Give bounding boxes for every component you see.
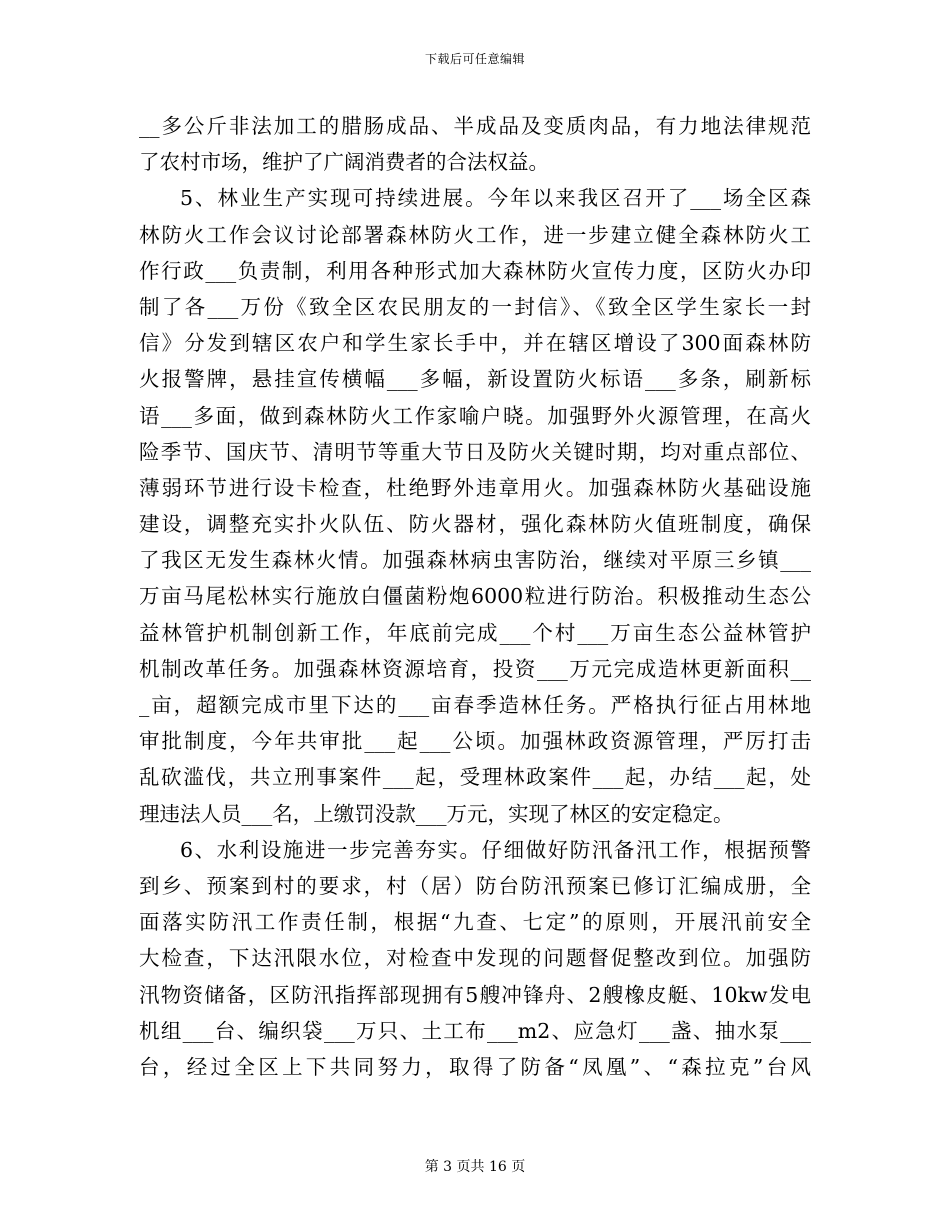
text-line: 险季节、国庆节、清明节等重大节日及防火关键时期，均对重点部位、 xyxy=(139,439,811,464)
text-line: 汛物资储备，区防汛指挥部现拥有5艘冲锋舟、2艘橡皮艇、10kw发电 xyxy=(139,982,811,1007)
text-line: 机制改革任务。加强森林资源培育，投资___万元完成造林更新面积__ xyxy=(139,656,811,681)
text-line: 台，经过全区上下共同努力，取得了防备“凤凰”、“森拉克”台风 xyxy=(139,1054,811,1079)
text-line: 5、林业生产实现可持续进展。今年以来我区召开了___场全区森 xyxy=(180,186,811,211)
text-line: 乱砍滥伐，共立刑事案件___起，受理林政案件___起，办结___起，处 xyxy=(139,765,811,790)
page-header: 下载后可任意编辑 xyxy=(424,52,525,66)
text-line: 6、水利设施进一步完善夯实。仔细做好防汛备汛工作，根据预警 xyxy=(180,837,811,862)
text-line: __多公斤非法加工的腊肠成品、半成品及变质肉品，有力地法律规范 xyxy=(139,114,811,138)
text-line: 了农村市场，维护了广阔消费者的合法权益。 xyxy=(139,150,549,175)
text-line: 薄弱环节进行设卡检查，杜绝野外违章用火。加强森林防火基础设施 xyxy=(139,475,811,500)
text-line: 机组___台、编织袋___万只、土工布___m2、应急灯___盏、抽水泵___ xyxy=(139,1018,811,1043)
text-line: 审批制度，今年共审批___起___公顷。加强林政资源管理，严厉打击 xyxy=(139,729,811,754)
text-line: 理违法人员___名，上缴罚没款___万元，实现了林区的安定稳定。 xyxy=(139,801,734,826)
text-line: 了我区无发生森林火情。加强森林病虫害防治，继续对平原三乡镇___ xyxy=(139,548,811,573)
text-line: 制了各___万份《致全区农民朋友的一封信》、《致全区学生家长一封 xyxy=(139,294,811,319)
text-line: 作行政___负责制，利用各种形式加大森林防火宣传力度，区防火办印 xyxy=(139,258,811,283)
text-line: 信》分发到辖区农户和学生家长手中，并在辖区增设了300面森林防 xyxy=(139,331,811,356)
text-line: 大检查，下达汛限水位，对检查中发现的问题督促整改到位。加强防 xyxy=(139,946,811,971)
text-line: 万亩马尾松林实行施放白僵菌粉炮6000粒进行防治。积极推动生态公 xyxy=(139,584,811,609)
text-line: 面落实防汛工作责任制，根据“九查、七定”的原则，开展汛前安全 xyxy=(139,910,811,935)
text-line: 益林管护机制创新工作，年底前完成___个村___万亩生态公益林管护 xyxy=(139,620,811,645)
text-line: 建设，调整充实扑火队伍、防火器材，强化森林防火值班制度，确保 xyxy=(139,512,811,537)
document-body xyxy=(139,108,811,1085)
text-line: 语___多面，做到森林防火工作家喻户晓。加强野外火源管理，在高火 xyxy=(139,403,811,428)
text-line: _亩，超额完成市里下达的___亩春季造林任务。严格执行征占用林地 xyxy=(139,693,811,717)
text-line: 林防火工作会议讨论部署森林防火工作，进一步建立健全森林防火工 xyxy=(139,222,811,247)
text-line: 到乡、预案到村的要求，村（居）防台防汛预案已修订汇编成册，全 xyxy=(139,873,811,898)
text-line: 火报警牌，悬挂宣传横幅___多幅，新设置防火标语___多条，刷新标 xyxy=(139,367,811,392)
page-footer: 第 3 页共 16 页 xyxy=(424,1159,526,1175)
